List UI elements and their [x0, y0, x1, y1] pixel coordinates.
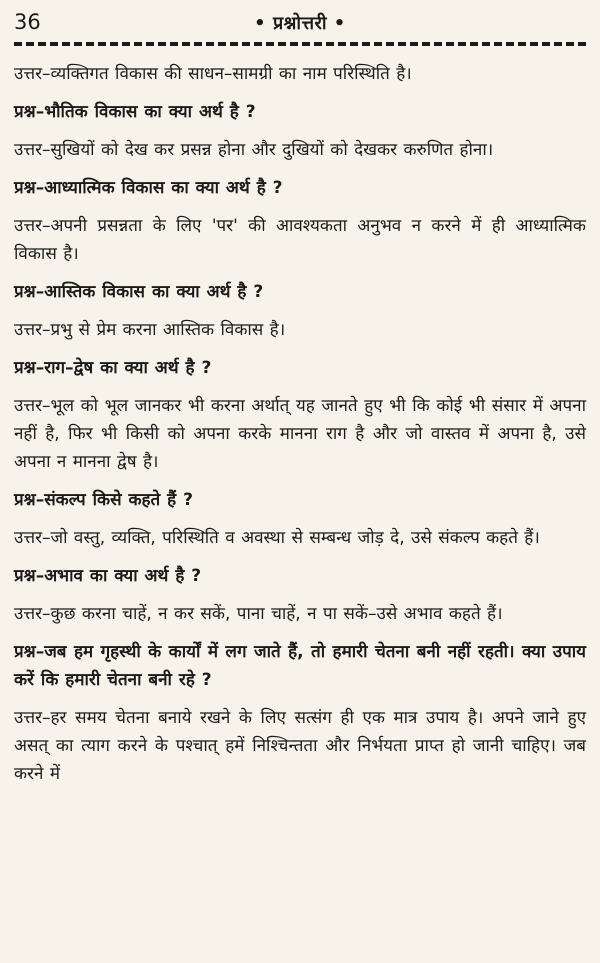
- answer-text: उत्तर–कुछ करना चाहें, न कर सकें, पाना चाहें, न पा सकें–उसे अभाव कहते हैं।: [14, 604, 503, 624]
- answer-text: उत्तर–व्यक्तिगत विकास की साधन–सामग्री का नाम परिस्थिति है।: [14, 64, 412, 84]
- answer-text: उत्तर–भूल को भूल जानकर भी करना अर्थात् यह जानते हुए भी कि कोई भी संसार में अपना नहीं है, फिर भी किसी को अपना करके मानना राग है और जो वास्तव में अपना है, उसे अपना न मानना द्वेष है।: [14, 396, 586, 472]
- question-heading: प्रश्न–अभाव का क्या अर्थ है ?: [14, 566, 202, 586]
- question-heading: प्रश्न–संकल्प किसे कहते हैं ?: [14, 490, 193, 510]
- question-heading: प्रश्न–राग–द्वेष का क्या अर्थ है ?: [14, 358, 212, 378]
- question-heading: प्रश्न–जब हम गृहस्थी के कार्यों में लग जाते हैं, तो हमारी चेतना बनी नहीं रहती। क्या उपाय करें कि हमारी चेतना बनी रहे ?: [14, 642, 586, 690]
- question-heading: प्रश्न–आस्तिक विकास का क्या अर्थ है ?: [14, 282, 264, 302]
- question-heading: प्रश्न–आध्यात्मिक विकास का क्या अर्थ है ?: [14, 178, 283, 198]
- running-title: • प्रश्नोत्तरी •: [254, 13, 346, 34]
- answer-text: उत्तर–जो वस्तु, व्यक्ति, परिस्थिति व अवस्था से सम्बन्ध जोड़ दे, उसे संकल्प कहते हैं।: [14, 528, 540, 548]
- question-heading: प्रश्न–भौतिक विकास का क्या अर्थ है ?: [14, 102, 256, 122]
- answer-text: उत्तर–प्रभु से प्रेम करना आस्तिक विकास है।: [14, 320, 286, 340]
- page-number: 36: [14, 10, 41, 34]
- answer-text: उत्तर–सुखियों को देख कर प्रसन्न होना और दुखियों को देखकर करुणित होना।: [14, 140, 494, 160]
- header-dashed-rule: [14, 42, 586, 46]
- qa-content: [14, 60, 586, 788]
- answer-text: उत्तर–अपनी प्रसन्नता के लिए 'पर' की आवश्यकता अनुभव न करने में ही आध्यात्मिक विकास है।: [14, 216, 586, 264]
- answer-text: उत्तर–हर समय चेतना बनाये रखने के लिए सत्संग ही एक मात्र उपाय है। अपने जाने हुए असत् का त्याग करने के पश्चात् हमें निश्चिन्तता और निर्भयता प्राप्त हो जानी चाहिए। जब करने में: [14, 708, 586, 784]
- page-header: [14, 8, 586, 48]
